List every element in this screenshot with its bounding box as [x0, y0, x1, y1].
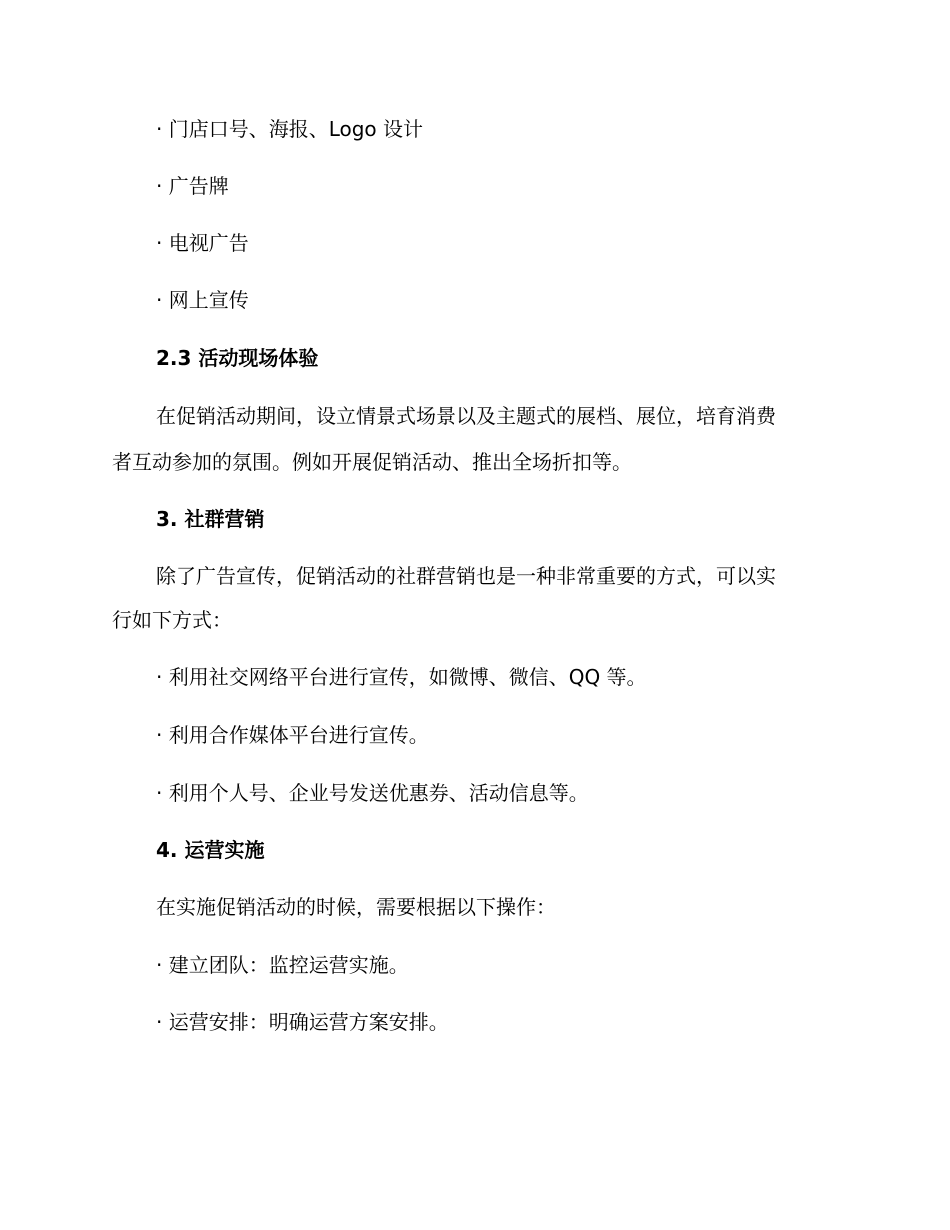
bullet-item-partner-media: · 利用合作媒体平台进行宣传。	[156, 723, 429, 747]
bullet-item-operation-plan: · 运营安排：明确运营方案安排。	[156, 1010, 449, 1034]
paragraph-line: 在实施促销活动的时候，需要根据以下操作：	[156, 895, 556, 919]
bullet-item-build-team: · 建立团队：监控运营实施。	[156, 953, 409, 977]
bullet-item-coupons: · 利用个人号、企业号发送优惠券、活动信息等。	[156, 781, 589, 805]
bullet-item-online-promo: · 网上宣传	[156, 288, 249, 312]
bullet-item-billboard: · 广告牌	[156, 174, 229, 198]
bullet-item-logo-design: · 门店口号、海报、Logo 设计	[156, 117, 424, 141]
paragraph-line: 者互动参加的氛围。例如开展促销活动、推出全场折扣等。	[112, 450, 632, 474]
section-heading-4: 4. 运营实施	[156, 838, 265, 862]
section-heading-2-3: 2.3 活动现场体验	[156, 346, 319, 370]
paragraph-line: 行如下方式：	[112, 608, 232, 632]
section-heading-3: 3. 社群营销	[156, 507, 265, 531]
paragraph-line: 除了广告宣传，促销活动的社群营销也是一种非常重要的方式，可以实	[156, 564, 776, 588]
bullet-item-tv-ad: · 电视广告	[156, 231, 249, 255]
paragraph-line: 在促销活动期间，设立情景式场景以及主题式的展档、展位，培育消费	[156, 404, 776, 428]
bullet-item-social-network: · 利用社交网络平台进行宣传，如微博、微信、QQ 等。	[156, 665, 647, 689]
